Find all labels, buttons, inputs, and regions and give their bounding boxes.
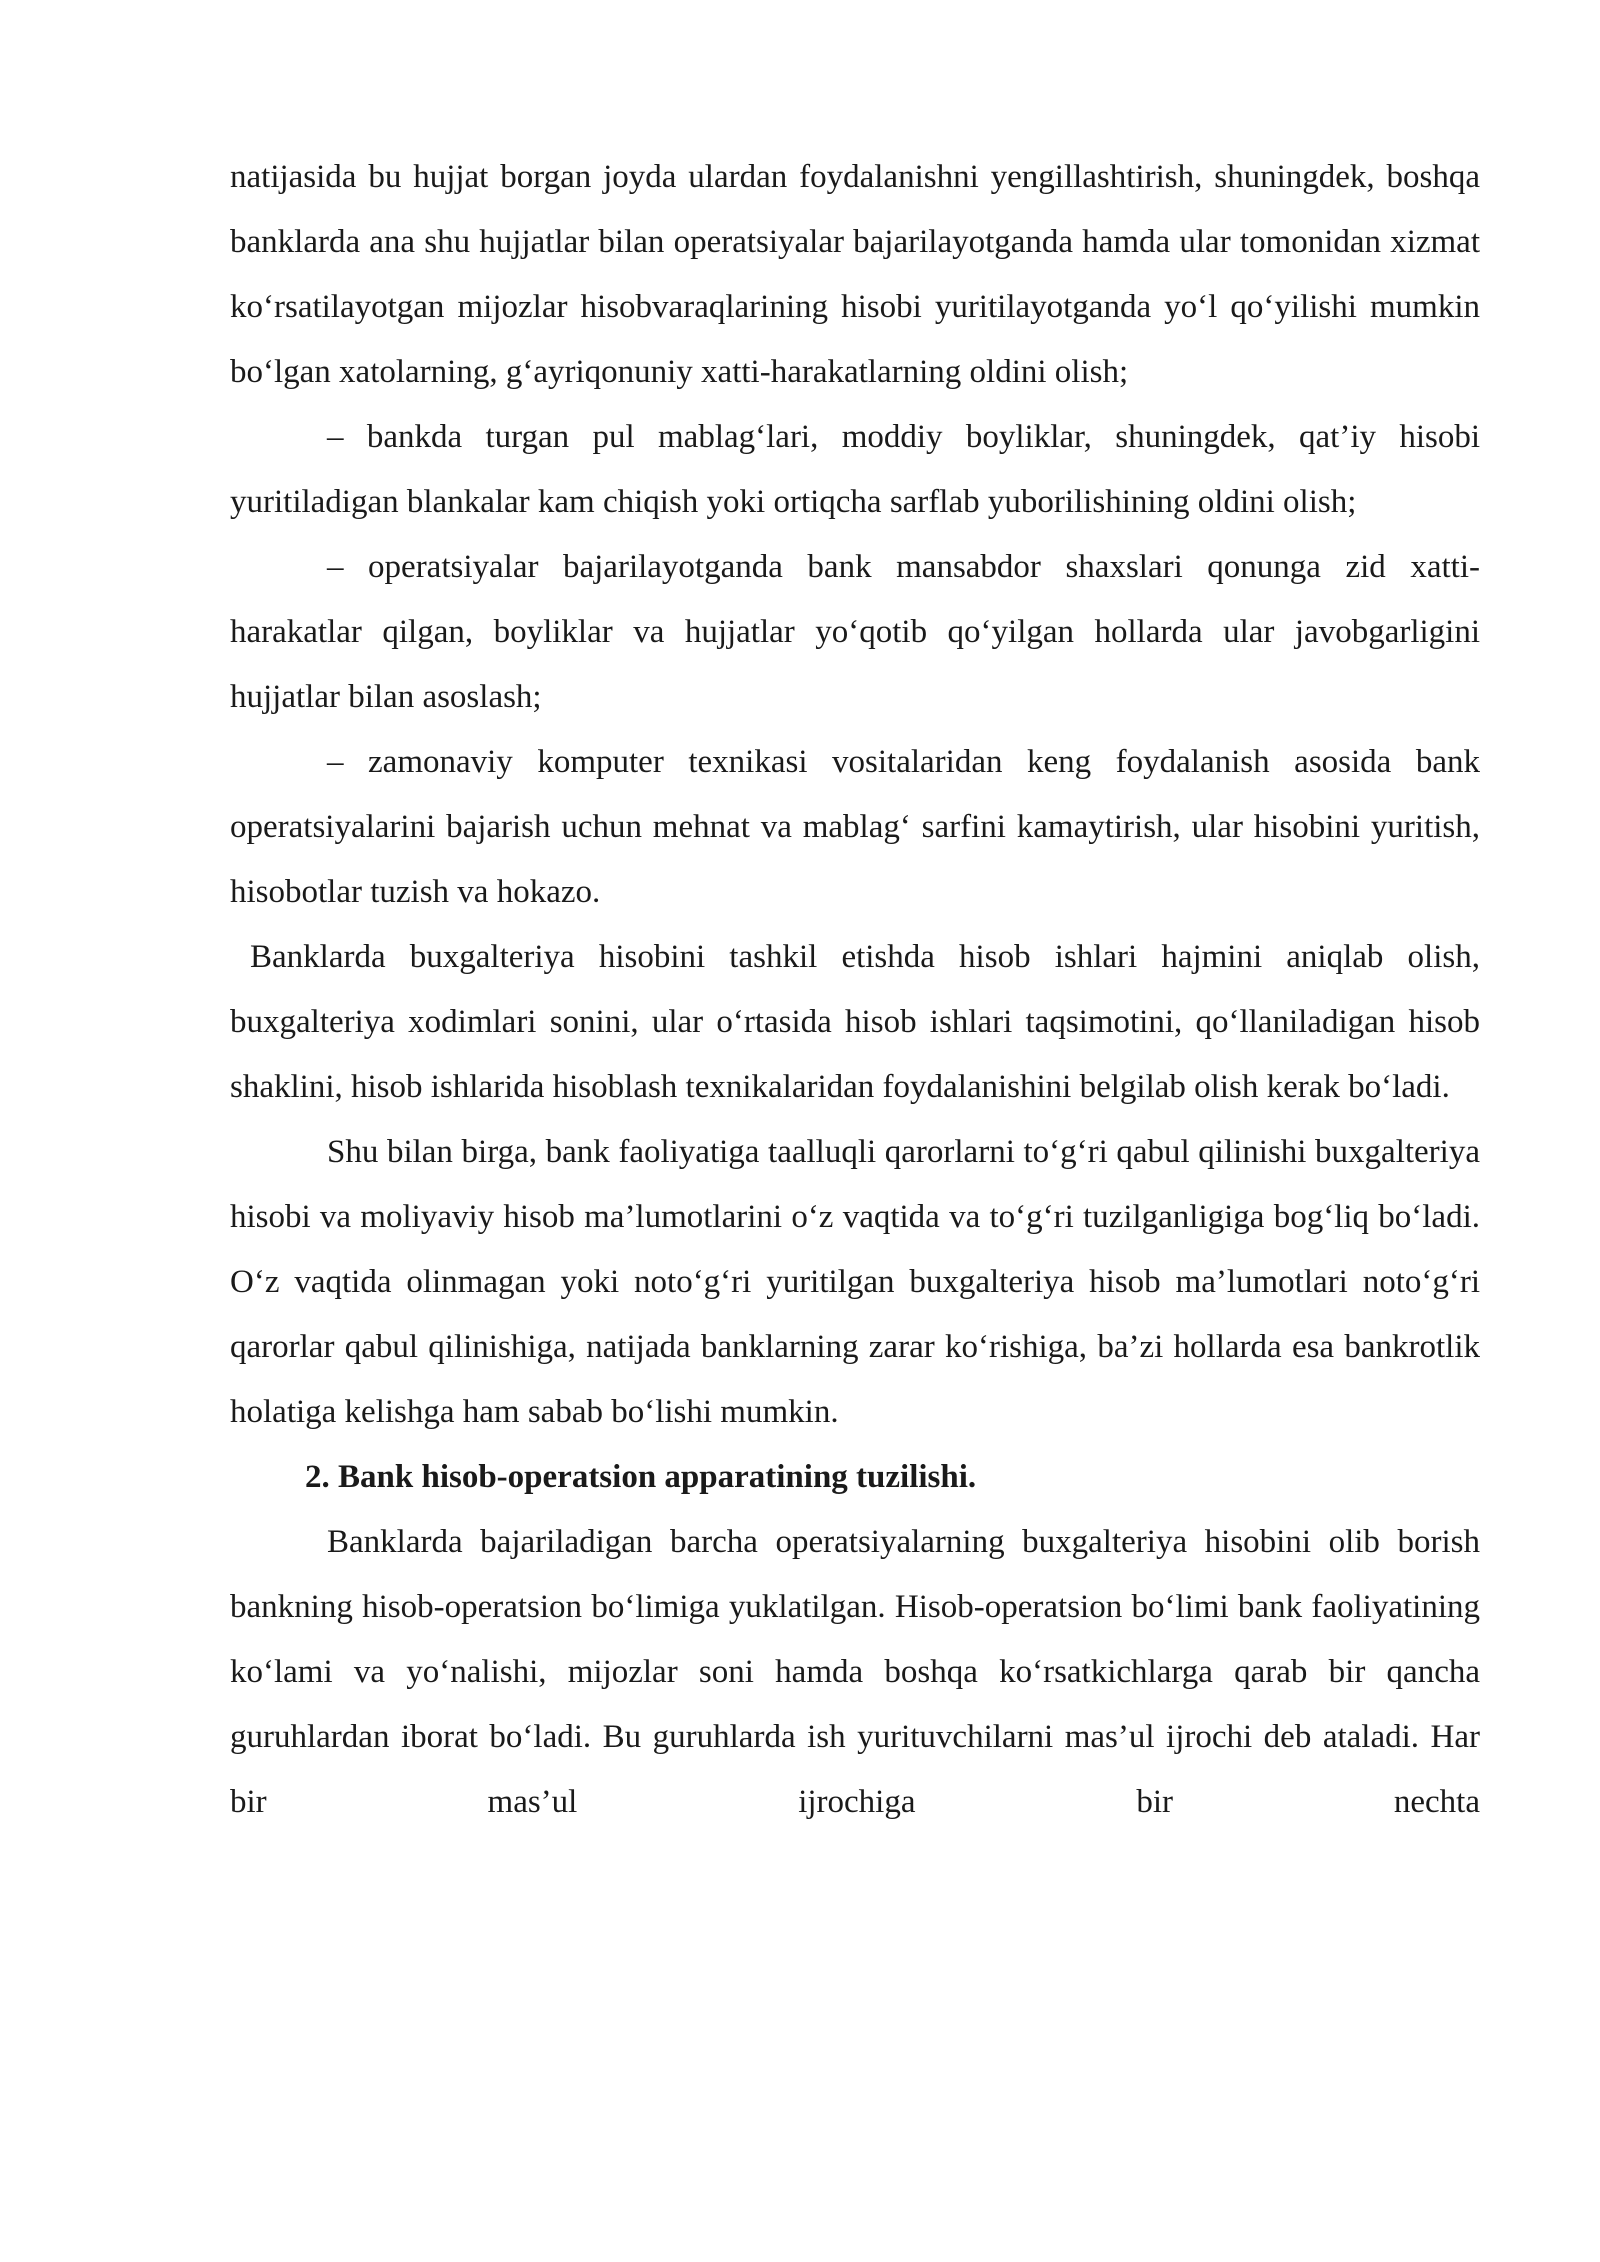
document-page (230, 145, 1480, 1835)
list-item-liability: – operatsiyalar bajarilayotganda bank mansabdor shaxslari qonunga zid xatti-harakatlar qilgan, boyliklar va hujjatlar yo‘qotib qo‘yilgan hollarda ular javobgarligini hujjatlar bilan asoslash; (230, 549, 1480, 715)
paragraph-accounting-organization: Banklarda buxgalteriya hisobini tashkil etishda hisob ishlari hajmini aniqlab olish, buxgalteriya xodimlari sonini, ular o‘rtasida hisob ishlari taqsimotini, qo‘llaniladigan hisob shaklini, hisob ishlarida hisoblash texnikalaridan foydalanishini belgilab olish kerak bo‘ladi. (230, 939, 1480, 1105)
list-item-funds: – bankda turgan pul mablag‘lari, moddiy boyliklar, shuningdek, qat’iy hisobi yuritiladigan blankalar kam chiqish yoki ortiqcha sarflab yuborilishining oldini olish; (230, 419, 1480, 520)
paragraph-decisions: Shu bilan birga, bank faoliyatiga taalluqli qarorlarni to‘g‘ri qabul qilinishi buxgalteriya hisobi va moliyaviy hisob ma’lumotlarini o‘z vaqtida va to‘g‘ri tuzilganligiga bog‘liq bo‘ladi. O‘z vaqtida olinmagan yoki noto‘g‘ri yuritilgan buxgalteriya hisob ma’lumotlari noto‘g‘ri qarorlar qabul qilinishiga, natijada banklarning zarar ko‘rishiga, ba’zi hollarda esa bankrotlik holatiga kelishga ham sabab bo‘lishi mumkin. (230, 1134, 1480, 1430)
paragraph-continuation: natijasida bu hujjat borgan joyda ulardan foydalanishni yengillashtirish, shuningdek, boshqa banklarda ana shu hujjatlar bilan operatsiyalar bajarilayotganda hamda ular tomonidan xizmat ko‘rsatilayotgan mijozlar hisobvaraqlarining hisobi yuritilayotganda yo‘l qo‘yilishi mumkin bo‘lgan xatolarning, g‘ayriqonuniy xatti-harakatlarning oldini olish; (230, 159, 1480, 390)
list-item-technology: – zamonaviy komputer texnikasi vositalaridan keng foydalanish asosida bank operatsiyalarini bajarish uchun mehnat va mablag‘ sarfini kamaytirish, ular hisobini yuritish, hisobotlar tuzish va hokazo. (230, 744, 1480, 910)
section-heading: 2. Bank hisob-operatsion apparatining tuzilishi. (305, 1459, 977, 1495)
paragraph-structure: Banklarda bajariladigan barcha operatsiyalarning buxgalteriya hisobini olib borish bankning hisob-operatsion bo‘limiga yuklatilgan. Hisob-operatsion bo‘limi bank faoliyatining ko‘lami va yo‘nalishi, mijozlar soni hamda boshqa ko‘rsatkichlarga qarab bir qancha guruhlardan iborat bo‘ladi. Bu guruhlarda ish yurituvchilarni mas’ul ijrochi deb ataladi. Har bir mas’ul ijrochiga bir nechta (230, 1524, 1480, 1820)
